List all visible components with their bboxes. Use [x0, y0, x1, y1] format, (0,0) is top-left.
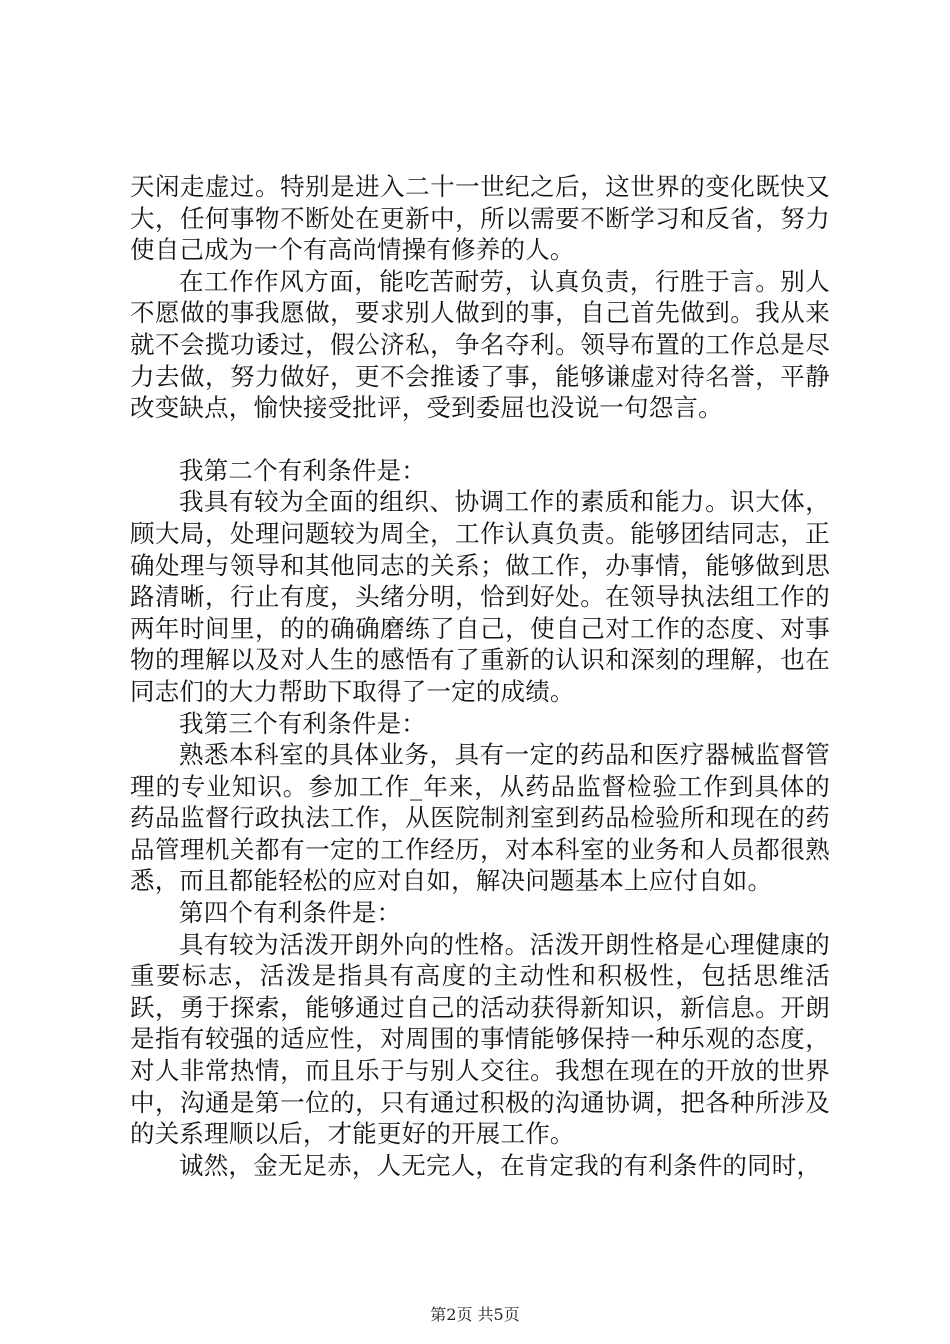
paragraph-1: 天闲走虚过。特别是进入二十一世纪之后，这世界的变化既快又大，任何事物不断处在更新中，所以需要不断学习和反省，努力使自己成为一个有高尚情操有修养的人。 — [130, 172, 830, 265]
paragraph-6: 熟悉本科室的具体业务，具有一定的药品和医疗器械监督管理的专业知识。参加工作_年来，从药品监督检验工作到具体的药品监督行政执法工作，从医院制剂室到药品检验所和现在的药品管理机关都有一定的工作经历，对本科室的业务和人员都很熟悉，而且都能轻松的应对自如，解决问题基本上应付自如。 — [130, 740, 830, 896]
paragraph-8: 具有较为活泼开朗外向的性格。活泼开朗性格是心理健康的重要标志，活泼是指具有高度的主动性和积极性，包括思维活跃，勇于探索，能够通过自己的活动获得新知识，新信息。开朗是指有较强的适应性，对周围的事情能够保持一种乐观的态度，对人非常热情，而且乐于与别人交往。我想在现在的开放的世界中，沟通是第一位的，只有通过积极的沟通协调，把各种所涉及的关系理顺以后，才能更好的开展工作。 — [130, 929, 830, 1149]
paragraph-5-heading: 我第三个有利条件是： — [179, 708, 426, 738]
paragraph-3-heading: 我第二个有利条件是： — [179, 455, 426, 485]
paragraph-2: 在工作作风方面，能吃苦耐劳，认真负责，行胜于言。别人不愿做的事我愿做，要求别人做到的事，自己首先做到。我从来就不会揽功诿过，假公济私，争名夺利。领导布置的工作总是尽力去做，努力做好，更不会推诿了事，能够谦虚对待名誉，平静改变缺点，愉快接受批评，受到委屈也没说一句怨言。 — [130, 266, 830, 423]
paragraph-gap — [130, 424, 830, 455]
paragraph-9: 诚然，金无足赤，人无完人，在肯定我的有利条件的同时， — [179, 1150, 822, 1180]
document-body — [130, 171, 830, 1181]
paragraph-7-heading: 第四个有利条件是： — [179, 898, 402, 928]
paragraph-4: 我具有较为全面的组织、协调工作的素质和能力。识大体，顾大局，处理问题较为周全，工作认真负责。能够团结同志，正确处理与领导和其他同志的关系；做工作，办事情，能够做到思路清晰，行止有度，头绪分明，恰到好处。在领导执法组工作的两年时间里，的的确确磨练了自己，使自己对工作的态度、对事物的理解以及对人生的感悟有了重新的认识和深刻的理解，也在同志们的大力帮助下取得了一定的成绩。 — [130, 487, 830, 706]
page-footer: 第2页 共5页 — [430, 1305, 520, 1324]
